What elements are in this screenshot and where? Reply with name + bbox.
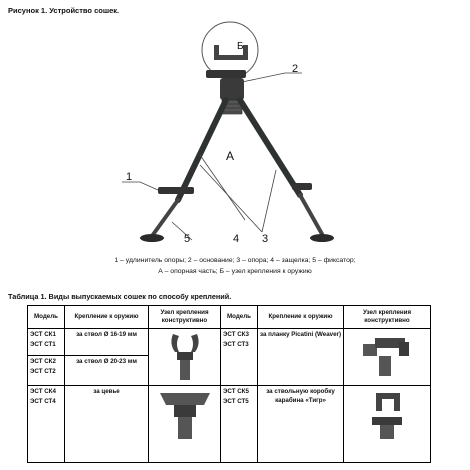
- callout-5: 5: [184, 233, 191, 245]
- model-line: ЭСТ СТ2: [30, 367, 56, 375]
- receiver-mount-photo: [344, 386, 431, 463]
- mount-clamp-bolt: [206, 70, 246, 78]
- mount-cell: за ствол Ø 20-23 мм: [65, 355, 149, 385]
- header-model-2: Модель: [221, 306, 258, 329]
- left-foot: [140, 234, 164, 242]
- model-cell: [28, 386, 65, 463]
- left-latch: [158, 187, 194, 194]
- callout-1: 1: [126, 171, 133, 183]
- mount-cell: за планку Picatini (Weaver): [258, 329, 344, 386]
- right-leg-extender: [300, 195, 322, 234]
- callout-b: Б: [237, 41, 244, 52]
- base-block: [220, 78, 244, 100]
- model-cell: [221, 329, 258, 386]
- table-row: [28, 386, 431, 463]
- model-line: ЭСТ СТ3: [223, 341, 249, 348]
- header-node-2: Узел крепления конструктивно: [344, 306, 431, 329]
- figure-caption-line1: 1 – удлинитель опоры; 2 – основание; 3 – опора; 4 – защелка; 5 – фиксатор;: [114, 257, 356, 264]
- model-line: ЭСТ СК1: [30, 331, 56, 338]
- forend-mount-photo: [149, 386, 221, 463]
- figure-caption-line2: А – опорная часть; Б – узел крепления к оружию: [158, 268, 312, 275]
- header-mount-2: Крепление к оружию: [258, 306, 344, 329]
- left-leg-extender: [152, 200, 178, 236]
- figure-title: Рисунок 1. Устройство сошек.: [8, 6, 120, 15]
- model-cell: [28, 355, 65, 385]
- mount-cell: за ствольную коробку карабина «Тигр»: [258, 386, 344, 463]
- right-leg: [240, 100, 300, 195]
- leader-4: [200, 155, 245, 220]
- model-line: ЭСТ СТ1: [30, 341, 56, 348]
- model-line: ЭСТ СК2: [30, 357, 56, 365]
- leader-1: [122, 182, 158, 190]
- model-cell: [221, 386, 258, 463]
- detail-circle: [202, 22, 258, 78]
- callout-a: А: [226, 149, 235, 163]
- model-line: ЭСТ СК4: [30, 388, 56, 395]
- model-line: ЭСТ СК5: [223, 388, 249, 395]
- mount-cell: за цевье: [65, 386, 149, 463]
- barrel-clamp-photo: [149, 329, 221, 386]
- callout-2: 2: [292, 63, 299, 75]
- leader-3a: [200, 165, 262, 232]
- leader-3b: [262, 170, 276, 232]
- callout-3: 3: [262, 233, 269, 245]
- header-mount: Крепление к оружию: [65, 306, 149, 329]
- model-line: ЭСТ СК3: [223, 331, 249, 338]
- model-line: ЭСТ СТ5: [223, 398, 249, 405]
- table-title: Таблица 1. Виды выпускаемых сошек по способу креплений.: [8, 292, 232, 301]
- table-header-row: [28, 306, 431, 329]
- callout-4: 4: [233, 233, 240, 245]
- picatinny-mount-photo: [344, 329, 431, 386]
- model-line: ЭСТ СТ4: [30, 398, 56, 405]
- mount-cell: за ствол Ø 16-19 мм: [65, 329, 149, 356]
- header-model: Модель: [28, 306, 65, 329]
- model-cell: [28, 329, 65, 356]
- right-foot: [310, 234, 334, 242]
- table-row: [28, 329, 431, 356]
- header-node: Узел крепления конструктивно: [149, 306, 221, 329]
- bipod-types-table: [27, 305, 431, 463]
- right-latch: [292, 183, 312, 190]
